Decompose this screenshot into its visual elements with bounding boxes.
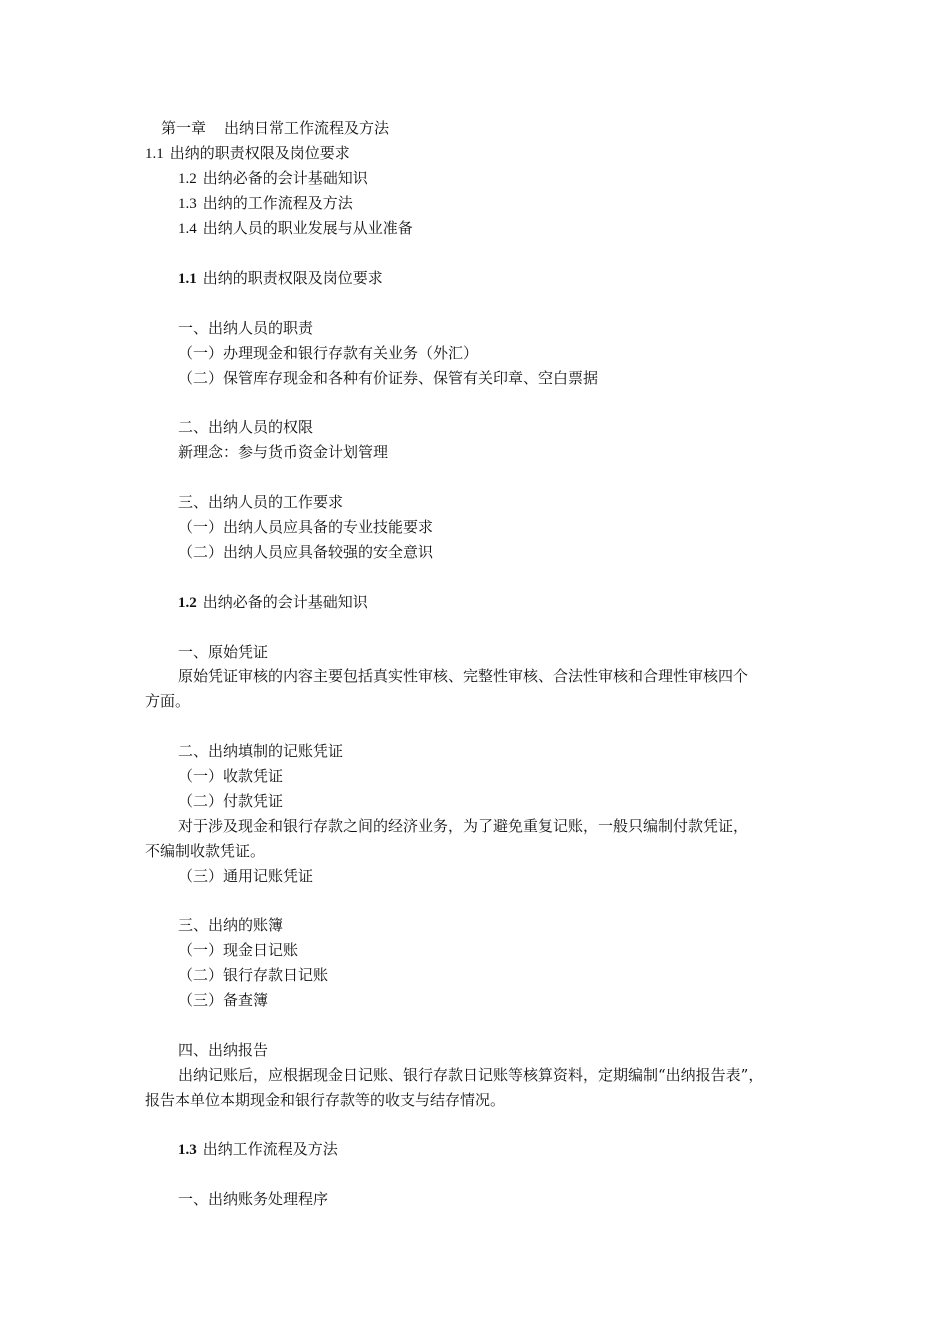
section-title: 出纳必备的会计基础知识: [202, 593, 368, 611]
section-1-1-heading: [178, 268, 383, 289]
paragraph-line: 报告本单位本期现金和银行存款等的收支与结存情况。: [145, 1091, 506, 1109]
toc-item-text: 出纳人员的职业发展与从业准备: [202, 219, 413, 237]
chapter-number: 第一章: [161, 119, 207, 137]
section-1-2-heading: [178, 592, 368, 613]
list-item: （二）出纳人员应具备较强的安全意识: [178, 543, 434, 561]
subheading: 三、出纳的账簿: [178, 916, 284, 934]
toc-item-number: 1.1: [145, 146, 164, 162]
chapter-heading: [161, 118, 389, 138]
list-item: （一）收款凭证: [178, 767, 284, 785]
list-item: （一）办理现金和银行存款有关业务（外汇）: [178, 344, 479, 362]
toc-item-text: 出纳的工作流程及方法: [202, 194, 353, 212]
list-item: （三）备查簿: [178, 991, 269, 1009]
paragraph-line: 对于涉及现金和银行存款之间的经济业务，为了避免重复记账，一般只编制付款凭证，: [178, 817, 749, 835]
toc-item-text: 出纳必备的会计基础知识: [202, 169, 368, 187]
paragraph-line: 不编制收款凭证。: [145, 842, 266, 860]
toc-item-1-4: [178, 218, 413, 239]
toc-item-1-3: [178, 193, 353, 214]
list-item: （一）出纳人员应具备的专业技能要求: [178, 518, 434, 536]
list-item: （二）银行存款日记账: [178, 966, 329, 984]
section-number: 1.2: [178, 595, 197, 611]
toc-item-number: 1.3: [178, 196, 197, 212]
toc-item-number: 1.2: [178, 171, 197, 187]
subheading: 二、出纳填制的记账凭证: [178, 742, 344, 760]
subheading: 一、原始凭证: [178, 643, 269, 661]
list-item: （一）现金日记账: [178, 941, 299, 959]
subheading: 四、出纳报告: [178, 1041, 269, 1059]
toc-item-1-2: [178, 168, 368, 189]
list-item: （二）保管库存现金和各种有价证券、保管有关印章、空白票据: [178, 369, 599, 387]
paragraph: 新理念：参与货币资金计划管理: [178, 443, 389, 461]
subheading: 二、出纳人员的权限: [178, 418, 314, 436]
section-1-3-heading: [178, 1139, 338, 1160]
list-item: （三）通用记账凭证: [178, 867, 314, 885]
paragraph-line: 方面。: [145, 692, 191, 710]
toc-item-number: 1.4: [178, 221, 197, 237]
toc-item-1-1: [145, 143, 350, 164]
list-item: （二）付款凭证: [178, 792, 284, 810]
section-title: 出纳工作流程及方法: [202, 1140, 338, 1158]
paragraph-line: 出纳记账后，应根据现金日记账、银行存款日记账等核算资料，定期编制“出纳报告表”，: [178, 1066, 764, 1084]
toc-item-text: 出纳的职责权限及岗位要求: [169, 144, 350, 162]
section-title: 出纳的职责权限及岗位要求: [202, 269, 383, 287]
section-number: 1.1: [178, 271, 197, 287]
section-number: 1.3: [178, 1142, 197, 1158]
chapter-title: 出纳日常工作流程及方法: [224, 119, 390, 137]
subheading: 一、出纳人员的职责: [178, 319, 314, 337]
paragraph-line: 原始凭证审核的内容主要包括真实性审核、完整性审核、合法性审核和合理性审核四个: [178, 667, 749, 685]
subheading: 一、出纳账务处理程序: [178, 1190, 329, 1208]
subheading: 三、出纳人员的工作要求: [178, 493, 344, 511]
